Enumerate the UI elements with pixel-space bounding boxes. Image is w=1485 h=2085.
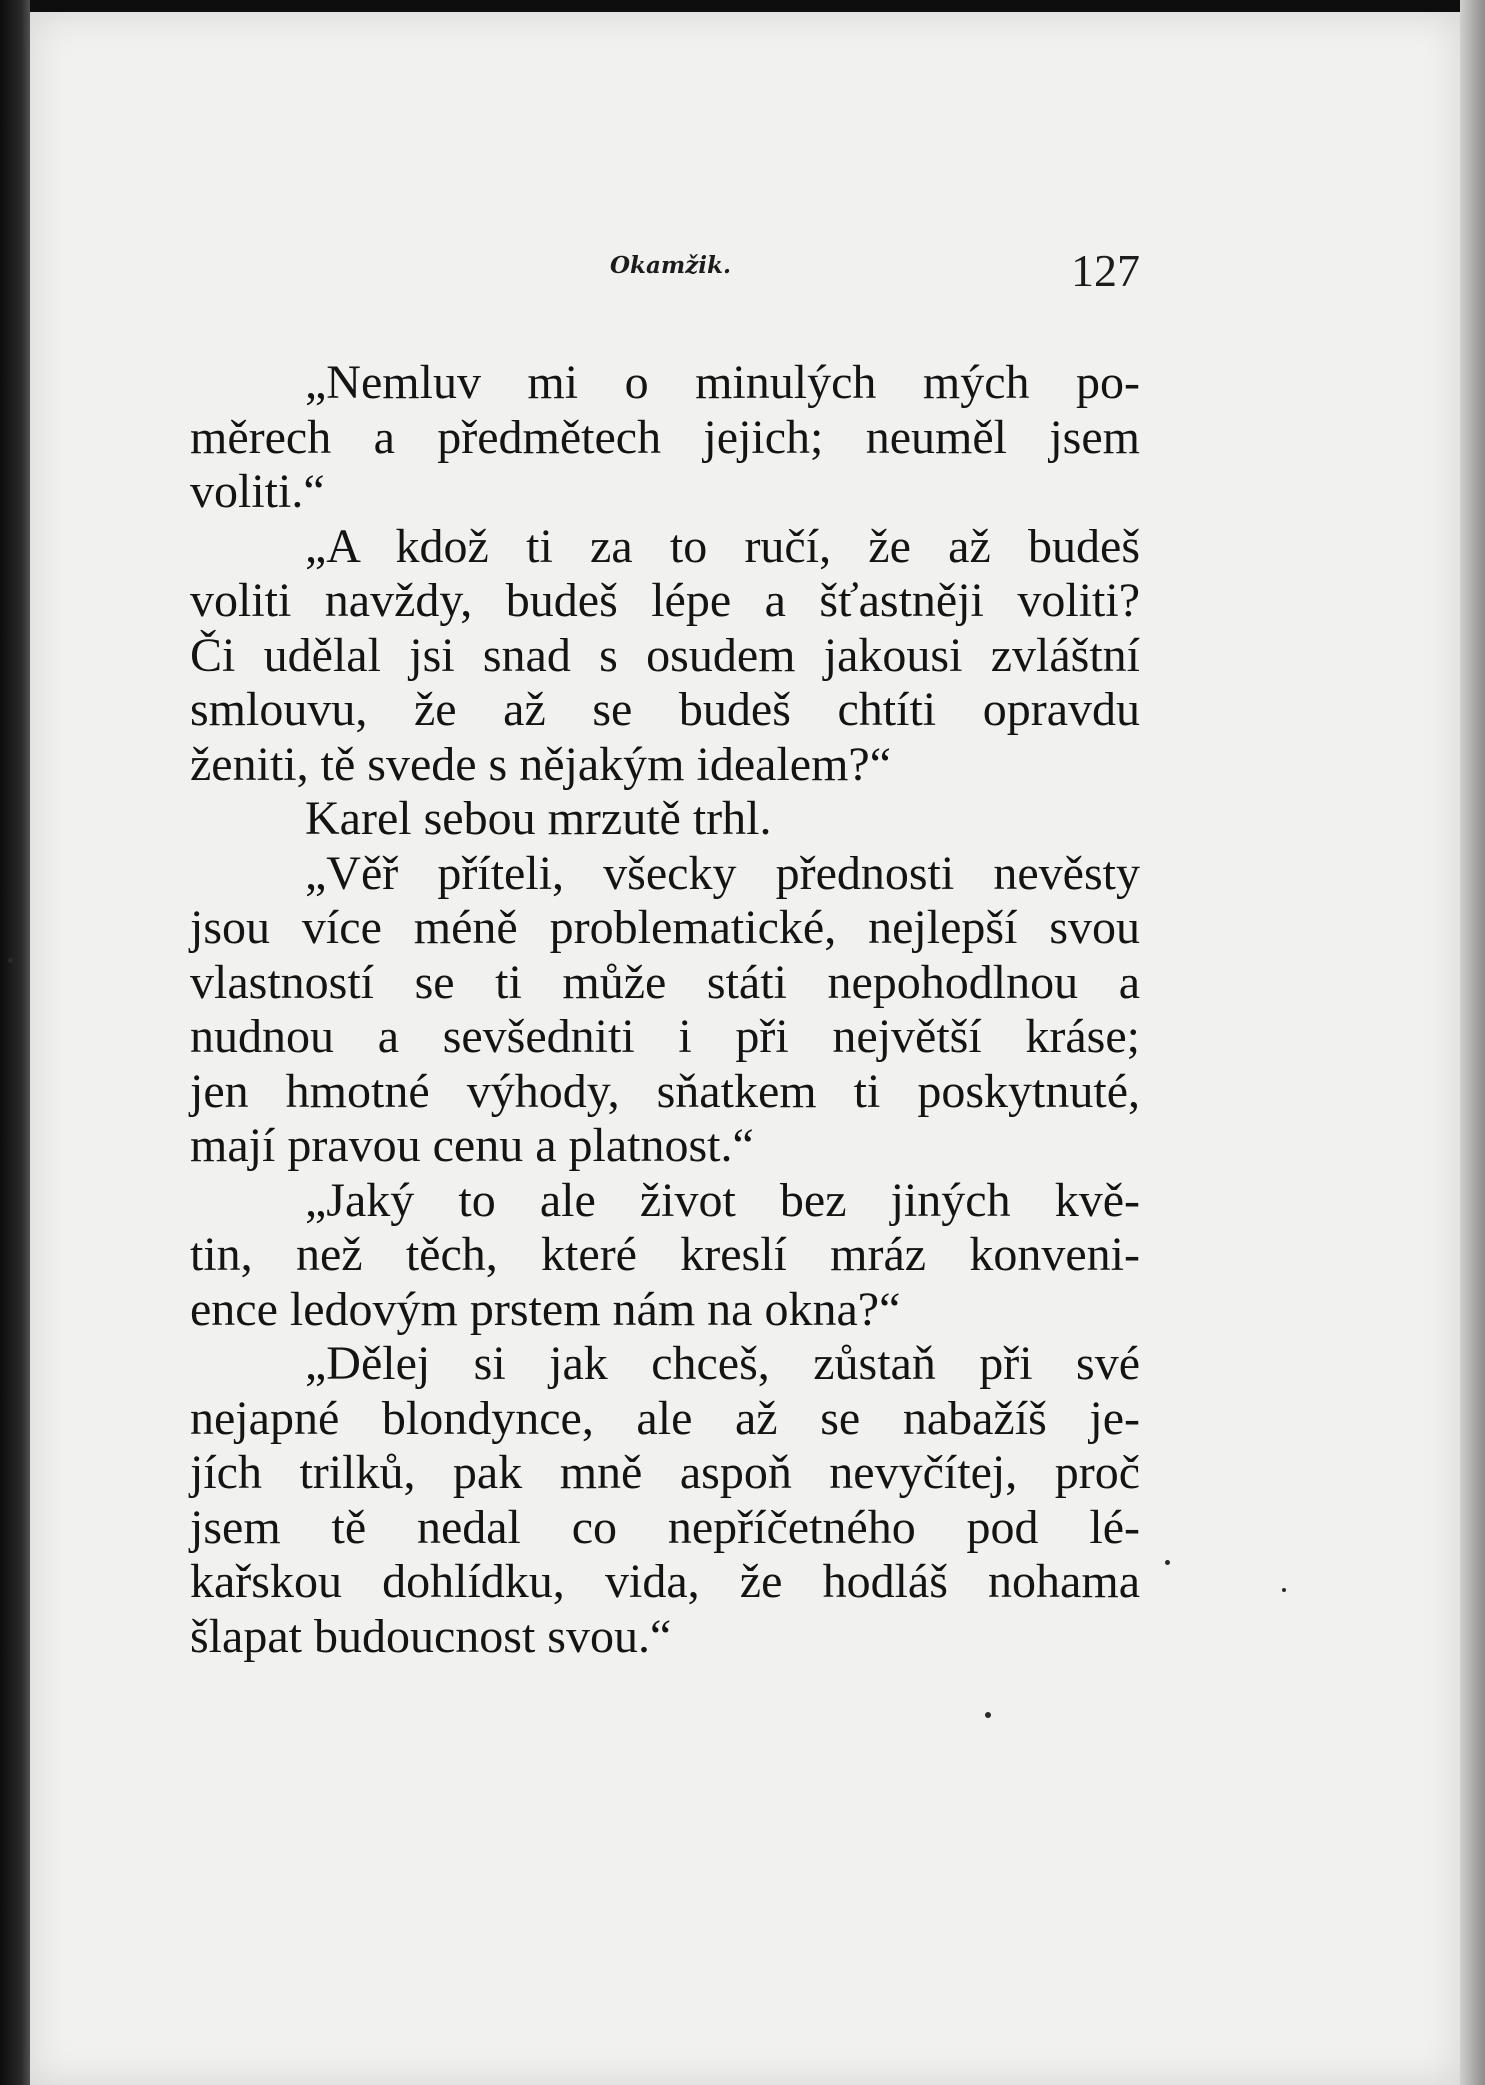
text-line: „A kdož ti za to ručí, že až budeš bbox=[305, 519, 1140, 573]
text-line: nejapné blondynce, ale až se nabažíš je- bbox=[190, 1391, 1140, 1445]
left-scan-border bbox=[0, 0, 30, 2085]
text-line: „Dělej si jak chceš, zůstaň při své bbox=[305, 1337, 1140, 1390]
text-line: jích trilků, pak mně aspoň nevyčítej, proč bbox=[190, 1446, 1140, 1499]
ink-speck bbox=[1165, 1560, 1170, 1565]
page-header bbox=[190, 244, 1140, 304]
right-page-edge bbox=[1460, 0, 1485, 2085]
ink-speck bbox=[985, 1712, 991, 1718]
text-line: „Věř příteli, všecky přednosti nevěsty bbox=[305, 846, 1140, 900]
text-line: Či udělal jsi snad s osudem jakousi zvláštní bbox=[190, 628, 1140, 682]
text-line: jsou více méně problematické, nejlepší svou bbox=[190, 901, 1140, 954]
text-line: voliti navždy, budeš lépe a šťastněji voliti? bbox=[190, 574, 1140, 627]
top-scan-border bbox=[0, 0, 1485, 12]
text-line: nudnou a sevšedniti i při největší kráse; bbox=[190, 1010, 1140, 1063]
text-line: měrech a předmětech jejich; neuměl jsem bbox=[190, 410, 1140, 464]
text-line: smlouvu, že až se budeš chtíti opravdu bbox=[190, 683, 1140, 736]
text-line: kařskou dohlídku, vida, že hodláš nohama bbox=[190, 1555, 1140, 1608]
text-line: Karel sebou mrzutě trhl. bbox=[305, 792, 772, 845]
text-line: „Nemluv mi o minulých mých po- bbox=[305, 356, 1140, 409]
text-line: šlapat budoucnost svou.“ bbox=[190, 1609, 672, 1663]
text-line: jsem tě nedal co nepříčetného pod lé- bbox=[190, 1500, 1140, 1554]
text-line: „Jaký to ale život bez jiných kvě- bbox=[305, 1173, 1140, 1227]
page-number: 127 bbox=[1071, 245, 1140, 296]
text-line: ženiti, tě svede s nějakým idealem?“ bbox=[190, 737, 892, 791]
text-line: ence ledovým prstem nám na okna?“ bbox=[190, 1282, 901, 1336]
text-line: voliti.“ bbox=[190, 465, 325, 518]
ink-speck bbox=[8, 958, 13, 963]
ink-speck bbox=[1282, 1588, 1286, 1592]
text-line: mají pravou cenu a platnost.“ bbox=[190, 1119, 754, 1172]
text-line: jen hmotné výhody, sňatkem ti poskytnuté, bbox=[190, 1064, 1140, 1118]
body-text bbox=[190, 356, 1140, 1664]
text-line: vlastností se ti může státi nepohodlnou a bbox=[190, 955, 1140, 1009]
running-title: Okamžik. bbox=[610, 252, 731, 279]
text-line: tin, než těch, které kreslí mráz konveni- bbox=[190, 1228, 1140, 1281]
